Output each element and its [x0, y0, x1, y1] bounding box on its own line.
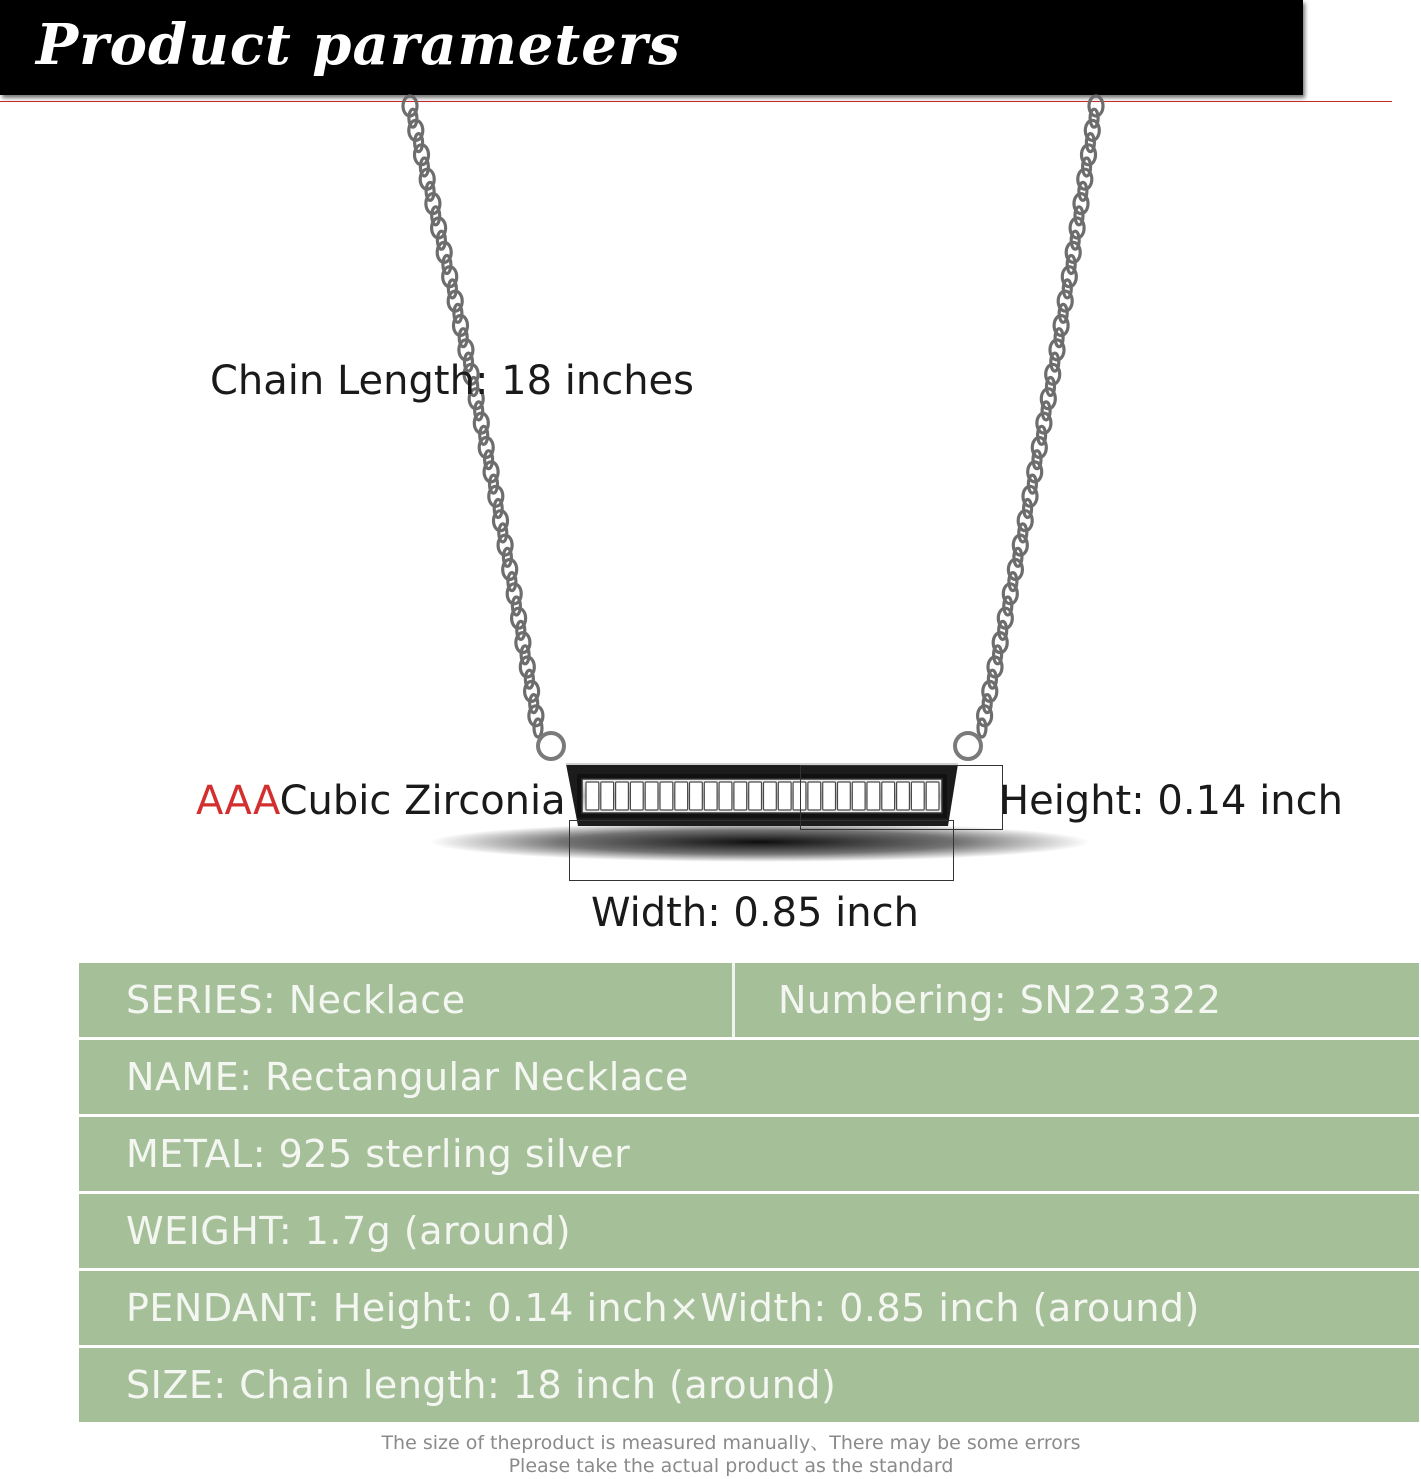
baguette-stone	[719, 782, 732, 810]
baguette-stone	[616, 782, 629, 810]
pendant-value: PENDANT: Height: 0.14 inch×Width: 0.85 inch (around)	[126, 1286, 1200, 1330]
disclaimer-line-1: The size of theproduct is measured manually、There may be some errors	[381, 1432, 1081, 1454]
stone-grade: AAA	[196, 778, 280, 824]
name-value: NAME: Rectangular Necklace	[126, 1055, 689, 1099]
jump-ring-left	[538, 733, 564, 759]
spec-row-weight	[79, 1194, 1419, 1268]
column-divider	[732, 963, 735, 1037]
baguette-stone	[675, 782, 688, 810]
baguette-stone	[645, 782, 658, 810]
baguette-stone	[734, 782, 747, 810]
chain-left	[403, 96, 543, 737]
height-label: Height: 0.14 inch	[999, 778, 1344, 824]
baguette-stone	[601, 782, 614, 810]
chain-link	[534, 719, 542, 737]
jump-ring-right	[955, 733, 981, 759]
spec-row-pendant	[79, 1271, 1419, 1345]
spec-row-size	[79, 1348, 1419, 1422]
numbering-value: Numbering: SN223322	[778, 978, 1222, 1022]
baguette-stone	[660, 782, 673, 810]
spec-row-metal	[79, 1117, 1419, 1191]
chain-right	[978, 96, 1103, 737]
spec-row-series	[79, 963, 1419, 1037]
chain-link	[978, 719, 986, 737]
page-title: Product parameters	[36, 12, 681, 78]
metal-value: METAL: 925 sterling silver	[126, 1132, 631, 1176]
baguette-stone	[749, 782, 762, 810]
baguette-stone	[704, 782, 717, 810]
width-label: Width: 0.85 inch	[591, 890, 919, 936]
baguette-stone	[690, 782, 703, 810]
stone-type: Cubic Zirconia	[279, 778, 566, 824]
disclaimer-line-2: Please take the actual product as the standard	[508, 1455, 954, 1477]
spec-table	[79, 963, 1419, 1422]
size-value: SIZE: Chain length: 18 inch (around)	[126, 1363, 837, 1407]
baguette-stone	[778, 782, 791, 810]
baguette-stone	[586, 782, 599, 810]
stone-label	[196, 778, 566, 824]
chain-length-label: Chain Length: 18 inches	[210, 358, 695, 404]
baguette-stone	[630, 782, 643, 810]
baguette-stone	[764, 782, 777, 810]
width-dimension-box	[569, 820, 954, 881]
series-value: SERIES: Necklace	[126, 978, 466, 1022]
weight-value: WEIGHT: 1.7g (around)	[126, 1209, 572, 1253]
spec-row-name	[79, 1040, 1419, 1114]
